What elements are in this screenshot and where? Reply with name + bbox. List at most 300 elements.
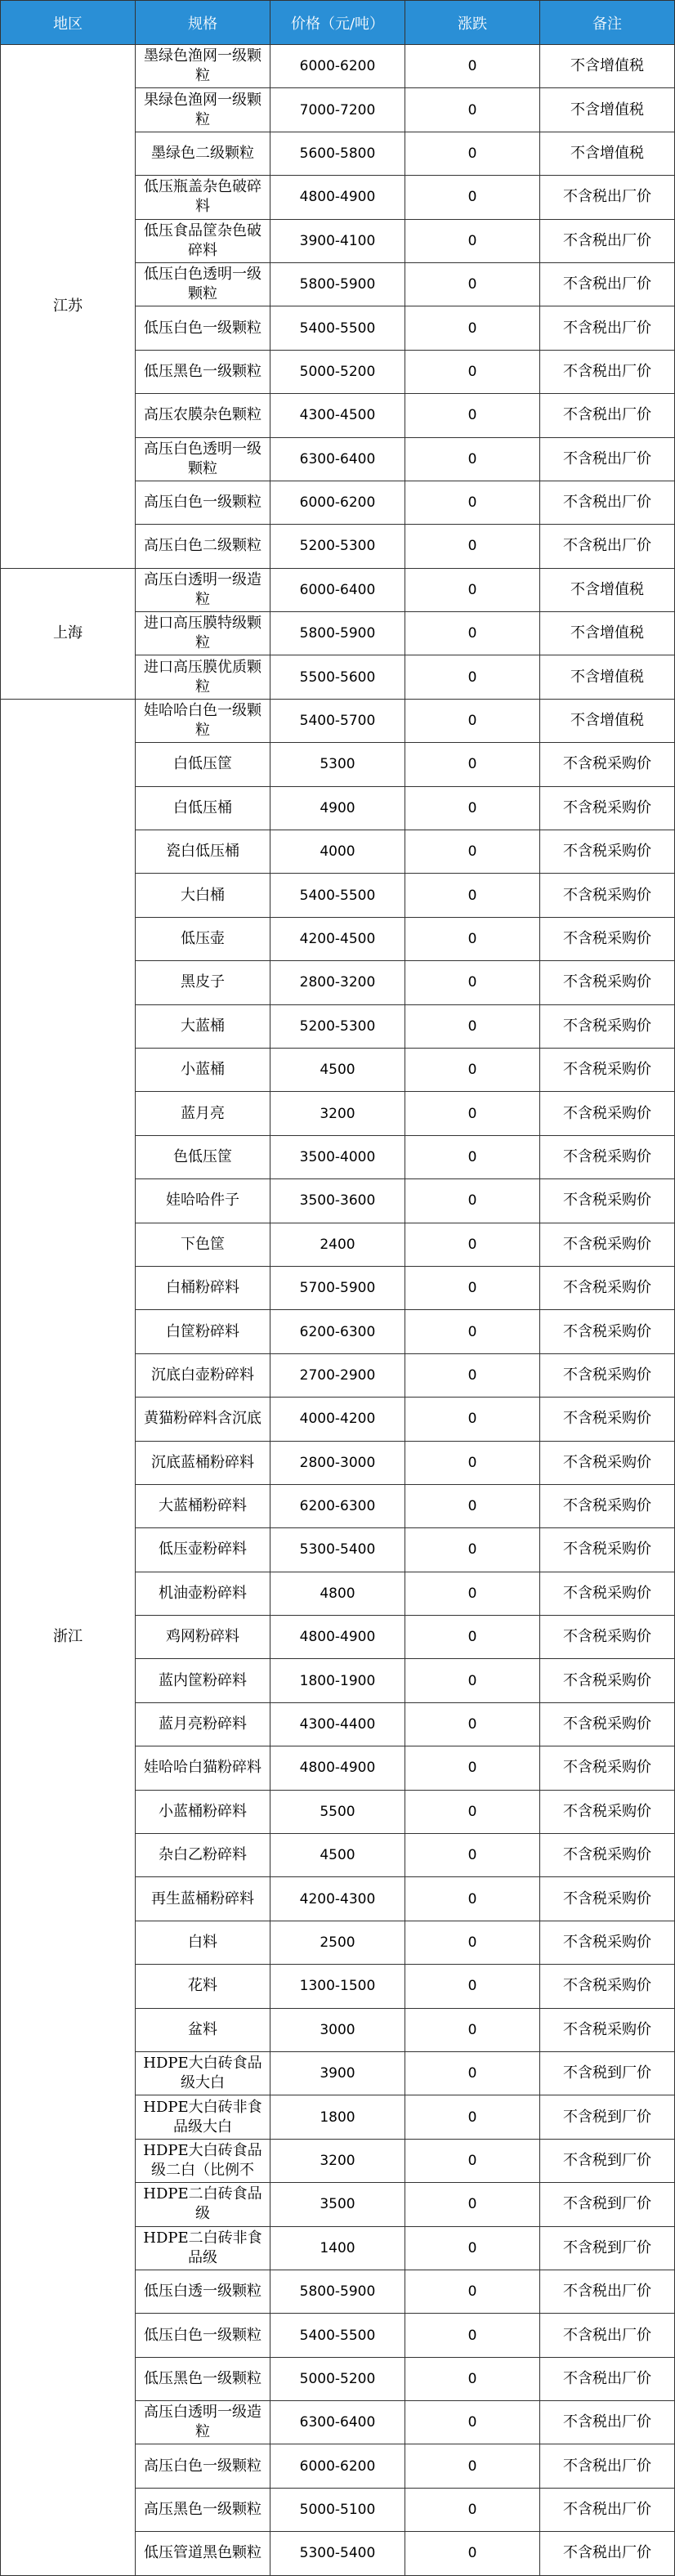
spec-cell bbox=[136, 2488, 270, 2531]
change-cell: 0 bbox=[405, 961, 540, 1004]
note-cell: 不含税出厂价 bbox=[540, 262, 675, 306]
change-cell: 0 bbox=[405, 1441, 540, 1484]
change-cell: 0 bbox=[405, 1004, 540, 1048]
note-cell: 不含税采购价 bbox=[540, 1310, 675, 1353]
change-cell: 0 bbox=[405, 655, 540, 699]
spec-cell bbox=[136, 568, 270, 611]
price-cell: 2800-3000 bbox=[270, 1441, 405, 1484]
note-cell: 不含税采购价 bbox=[540, 1965, 675, 2008]
spec-cell bbox=[136, 1746, 270, 1790]
spec-cell bbox=[136, 2532, 270, 2575]
price-cell: 4800-4900 bbox=[270, 1746, 405, 1790]
change-cell: 0 bbox=[405, 2314, 540, 2357]
spec-text: 色低压筐 bbox=[173, 1147, 232, 1165]
price-cell: 5600-5800 bbox=[270, 132, 405, 175]
spec-cell bbox=[136, 1616, 270, 1659]
spec-text: 黄猫粉碎料含沉底 bbox=[144, 1410, 262, 1428]
spec-text: 盆料 bbox=[188, 2020, 217, 2038]
spec-text: 机油壶粉碎料 bbox=[159, 1584, 247, 1602]
change-cell: 0 bbox=[405, 88, 540, 132]
change-cell: 0 bbox=[405, 2532, 540, 2575]
change-cell: 0 bbox=[405, 481, 540, 524]
spec-cell bbox=[136, 1135, 270, 1178]
note-cell: 不含税采购价 bbox=[540, 1441, 675, 1484]
price-cell: 4500 bbox=[270, 1834, 405, 1877]
spec-cell bbox=[136, 1921, 270, 1964]
note-cell: 不含增值税 bbox=[540, 568, 675, 611]
change-cell: 0 bbox=[405, 1790, 540, 1833]
spec-cell bbox=[136, 1266, 270, 1309]
change-cell: 0 bbox=[405, 2183, 540, 2226]
note-cell: 不含税采购价 bbox=[540, 1834, 675, 1877]
spec-cell bbox=[136, 1398, 270, 1441]
spec-cell bbox=[136, 961, 270, 1004]
price-cell: 5700-5900 bbox=[270, 1266, 405, 1309]
note-cell: 不含税到厂价 bbox=[540, 2226, 675, 2270]
price-cell: 2800-3200 bbox=[270, 961, 405, 1004]
spec-cell bbox=[136, 1223, 270, 1266]
note-cell: 不含税采购价 bbox=[540, 1790, 675, 1833]
change-cell: 0 bbox=[405, 568, 540, 611]
spec-text: 小蓝桶粉碎料 bbox=[159, 1802, 247, 1820]
note-cell: 不含税采购价 bbox=[540, 1135, 675, 1178]
spec-text: 白桶粉碎料 bbox=[166, 1279, 239, 1297]
note-cell: 不含税采购价 bbox=[540, 1921, 675, 1964]
spec-cell bbox=[136, 306, 270, 350]
price-cell: 3500-3600 bbox=[270, 1179, 405, 1223]
spec-text: 娃哈哈件子 bbox=[166, 1192, 239, 1210]
spec-cell bbox=[136, 1528, 270, 1572]
note-cell: 不含税出厂价 bbox=[540, 176, 675, 219]
spec-text: 白筐粉碎料 bbox=[166, 1322, 239, 1340]
change-cell: 0 bbox=[405, 743, 540, 786]
spec-cell bbox=[136, 262, 270, 306]
change-cell: 0 bbox=[405, 2270, 540, 2313]
change-cell: 0 bbox=[405, 2488, 540, 2531]
note-cell: 不含税采购价 bbox=[540, 1353, 675, 1397]
table-row bbox=[1, 45, 675, 88]
change-cell: 0 bbox=[405, 394, 540, 437]
note-cell: 不含税出厂价 bbox=[540, 2401, 675, 2444]
change-cell: 0 bbox=[405, 612, 540, 655]
spec-cell bbox=[136, 1484, 270, 1527]
note-cell: 不含税采购价 bbox=[540, 1528, 675, 1572]
change-cell: 0 bbox=[405, 176, 540, 219]
spec-cell bbox=[136, 219, 270, 262]
price-cell: 6000-6200 bbox=[270, 481, 405, 524]
price-cell: 4300-4500 bbox=[270, 394, 405, 437]
spec-cell bbox=[136, 1702, 270, 1746]
note-cell: 不含税到厂价 bbox=[540, 2095, 675, 2139]
spec-text: 白低压筐 bbox=[173, 755, 232, 773]
spec-cell bbox=[136, 2139, 270, 2182]
spec-cell bbox=[136, 437, 270, 481]
price-cell: 2700-2900 bbox=[270, 1353, 405, 1397]
price-cell: 3900-4100 bbox=[270, 219, 405, 262]
note-cell: 不含税采购价 bbox=[540, 1223, 675, 1266]
price-cell: 1400 bbox=[270, 2226, 405, 2270]
spec-text: 进口高压膜特级颗粒 bbox=[144, 615, 262, 652]
spec-text: 娃哈哈白色一级颗粒 bbox=[144, 702, 262, 740]
spec-cell bbox=[136, 176, 270, 219]
price-cell: 3500-4000 bbox=[270, 1135, 405, 1178]
spec-text: 沉底蓝桶粉碎料 bbox=[151, 1453, 254, 1471]
change-cell: 0 bbox=[405, 1398, 540, 1441]
note-cell: 不含税到厂价 bbox=[540, 2183, 675, 2226]
note-cell: 不含税出厂价 bbox=[540, 394, 675, 437]
header-spec: 规格 bbox=[136, 1, 270, 45]
spec-cell bbox=[136, 2444, 270, 2488]
price-cell: 5000-5100 bbox=[270, 2488, 405, 2531]
price-cell: 5300-5400 bbox=[270, 2532, 405, 2575]
header-region: 地区 bbox=[1, 1, 136, 45]
spec-text: HDPE大白砖食品级大白 bbox=[143, 2055, 262, 2092]
price-cell: 3000 bbox=[270, 2008, 405, 2051]
price-cell: 4900 bbox=[270, 786, 405, 830]
note-cell: 不含增值税 bbox=[540, 45, 675, 88]
spec-text: 低压白色一级颗粒 bbox=[144, 2326, 262, 2344]
spec-text: 大白桶 bbox=[181, 886, 225, 904]
note-cell: 不含税出厂价 bbox=[540, 2357, 675, 2400]
spec-text: 低压黑色一级颗粒 bbox=[144, 2369, 262, 2387]
region-cell: 上海 bbox=[1, 568, 136, 699]
spec-text: 高压白透明一级造粒 bbox=[144, 2404, 262, 2441]
price-cell: 4000 bbox=[270, 830, 405, 874]
spec-cell bbox=[136, 830, 270, 874]
spec-cell bbox=[136, 1353, 270, 1397]
change-cell: 0 bbox=[405, 1702, 540, 1746]
price-cell: 5400-5500 bbox=[270, 306, 405, 350]
note-cell: 不含税出厂价 bbox=[540, 2532, 675, 2575]
note-cell: 不含税到厂价 bbox=[540, 2139, 675, 2182]
spec-cell bbox=[136, 2357, 270, 2400]
note-cell: 不含税出厂价 bbox=[540, 306, 675, 350]
note-cell: 不含税到厂价 bbox=[540, 2051, 675, 2095]
change-cell: 0 bbox=[405, 2401, 540, 2444]
spec-text: 下色筐 bbox=[181, 1235, 225, 1253]
note-cell: 不含增值税 bbox=[540, 132, 675, 175]
change-cell: 0 bbox=[405, 2444, 540, 2488]
change-cell: 0 bbox=[405, 1659, 540, 1702]
spec-cell bbox=[136, 1834, 270, 1877]
spec-text: HDPE大白砖非食品级大白 bbox=[143, 2098, 262, 2135]
table-row bbox=[1, 699, 675, 742]
spec-cell bbox=[136, 743, 270, 786]
spec-text: 高压农膜杂色颗粒 bbox=[144, 406, 262, 424]
spec-cell bbox=[136, 1179, 270, 1223]
header-change: 涨跌 bbox=[405, 1, 540, 45]
spec-cell bbox=[136, 1790, 270, 1833]
spec-text: 高压黑色一级颗粒 bbox=[144, 2501, 262, 2519]
note-cell: 不含税出厂价 bbox=[540, 2314, 675, 2357]
change-cell: 0 bbox=[405, 219, 540, 262]
spec-cell bbox=[136, 699, 270, 742]
region-cell: 江苏 bbox=[1, 45, 136, 569]
spec-cell bbox=[136, 132, 270, 175]
change-cell: 0 bbox=[405, 1092, 540, 1135]
price-cell: 5400-5700 bbox=[270, 699, 405, 742]
spec-text: 墨绿色二级颗粒 bbox=[151, 144, 254, 162]
spec-text: 蓝内筐粉碎料 bbox=[159, 1671, 247, 1689]
change-cell: 0 bbox=[405, 1179, 540, 1223]
change-cell: 0 bbox=[405, 874, 540, 917]
note-cell: 不含增值税 bbox=[540, 88, 675, 132]
note-cell: 不含税采购价 bbox=[540, 743, 675, 786]
spec-text: 低压管道黑色颗粒 bbox=[144, 2544, 262, 2562]
spec-cell bbox=[136, 2270, 270, 2313]
header-price: 价格（元/吨） bbox=[270, 1, 405, 45]
spec-text: 杂白乙粉碎料 bbox=[159, 1846, 247, 1864]
change-cell: 0 bbox=[405, 1310, 540, 1353]
spec-cell bbox=[136, 1877, 270, 1921]
spec-cell bbox=[136, 1965, 270, 2008]
price-cell: 4500 bbox=[270, 1048, 405, 1091]
note-cell: 不含税采购价 bbox=[540, 1616, 675, 1659]
spec-text: HDPE二白砖非食品级 bbox=[143, 2229, 262, 2266]
price-cell: 2500 bbox=[270, 1921, 405, 1964]
price-cell: 4300-4400 bbox=[270, 1702, 405, 1746]
spec-text: 瓷白低压桶 bbox=[166, 843, 239, 861]
price-cell: 6300-6400 bbox=[270, 2401, 405, 2444]
spec-text: 高压白色透明一级颗粒 bbox=[144, 440, 262, 477]
spec-text: 蓝月亮粉碎料 bbox=[159, 1715, 247, 1733]
spec-cell bbox=[136, 612, 270, 655]
change-cell: 0 bbox=[405, 1223, 540, 1266]
spec-text: 花料 bbox=[188, 1977, 217, 1995]
table-row bbox=[1, 568, 675, 611]
price-cell: 5800-5900 bbox=[270, 612, 405, 655]
change-cell: 0 bbox=[405, 1353, 540, 1397]
price-cell: 5300-5400 bbox=[270, 1528, 405, 1572]
change-cell: 0 bbox=[405, 1484, 540, 1527]
note-cell: 不含税出厂价 bbox=[540, 2488, 675, 2531]
spec-text: 大蓝桶粉碎料 bbox=[159, 1497, 247, 1515]
change-cell: 0 bbox=[405, 350, 540, 393]
spec-cell bbox=[136, 525, 270, 568]
spec-text: 低压黑色一级颗粒 bbox=[144, 362, 262, 380]
change-cell: 0 bbox=[405, 1965, 540, 2008]
note-cell: 不含税出厂价 bbox=[540, 437, 675, 481]
price-cell: 4800-4900 bbox=[270, 176, 405, 219]
note-cell: 不含税采购价 bbox=[540, 2008, 675, 2051]
spec-cell bbox=[136, 874, 270, 917]
spec-text: 果绿色渔网一级颗粒 bbox=[144, 91, 262, 128]
change-cell: 0 bbox=[405, 1616, 540, 1659]
change-cell: 0 bbox=[405, 1877, 540, 1921]
change-cell: 0 bbox=[405, 1834, 540, 1877]
price-cell: 4200-4300 bbox=[270, 1877, 405, 1921]
price-cell: 6200-6300 bbox=[270, 1310, 405, 1353]
spec-text: 低压白色一级颗粒 bbox=[144, 319, 262, 337]
price-cell: 3500 bbox=[270, 2183, 405, 2226]
change-cell: 0 bbox=[405, 132, 540, 175]
price-cell: 5200-5300 bbox=[270, 525, 405, 568]
spec-cell bbox=[136, 1659, 270, 1702]
change-cell: 0 bbox=[405, 525, 540, 568]
spec-text: 高压白色一级颗粒 bbox=[144, 2457, 262, 2475]
spec-text: HDPE二白砖食品级 bbox=[143, 2185, 262, 2223]
change-cell: 0 bbox=[405, 2226, 540, 2270]
change-cell: 0 bbox=[405, 1135, 540, 1178]
price-cell: 7000-7200 bbox=[270, 88, 405, 132]
spec-cell bbox=[136, 350, 270, 393]
note-cell: 不含税采购价 bbox=[540, 786, 675, 830]
spec-cell bbox=[136, 2401, 270, 2444]
change-cell: 0 bbox=[405, 1528, 540, 1572]
spec-cell bbox=[136, 2008, 270, 2051]
price-cell: 4800 bbox=[270, 1572, 405, 1615]
note-cell: 不含税采购价 bbox=[540, 1179, 675, 1223]
header-note: 备注 bbox=[540, 1, 675, 45]
price-cell: 5800-5900 bbox=[270, 262, 405, 306]
spec-text: 大蓝桶 bbox=[181, 1017, 225, 1035]
note-cell: 不含税采购价 bbox=[540, 1048, 675, 1091]
spec-cell bbox=[136, 2095, 270, 2139]
spec-cell bbox=[136, 394, 270, 437]
spec-cell bbox=[136, 1004, 270, 1048]
change-cell: 0 bbox=[405, 2139, 540, 2182]
spec-text: 高压白透明一级造粒 bbox=[144, 570, 262, 608]
price-cell: 5400-5500 bbox=[270, 874, 405, 917]
price-cell: 5300 bbox=[270, 743, 405, 786]
note-cell: 不含税出厂价 bbox=[540, 2270, 675, 2313]
change-cell: 0 bbox=[405, 306, 540, 350]
note-cell: 不含税出厂价 bbox=[540, 481, 675, 524]
price-cell: 4800-4900 bbox=[270, 1616, 405, 1659]
price-cell: 4000-4200 bbox=[270, 1398, 405, 1441]
note-cell: 不含税采购价 bbox=[540, 1092, 675, 1135]
spec-text: 低压瓶盖杂色破碎料 bbox=[144, 178, 262, 216]
note-cell: 不含税采购价 bbox=[540, 1572, 675, 1615]
spec-text: 娃哈哈白猫粉碎料 bbox=[144, 1759, 262, 1777]
note-cell: 不含税采购价 bbox=[540, 1877, 675, 1921]
price-cell: 1800 bbox=[270, 2095, 405, 2139]
note-cell: 不含税采购价 bbox=[540, 874, 675, 917]
change-cell: 0 bbox=[405, 45, 540, 88]
spec-cell bbox=[136, 2314, 270, 2357]
spec-cell bbox=[136, 1310, 270, 1353]
price-cell: 5800-5900 bbox=[270, 2270, 405, 2313]
spec-text: 低压壶粉碎料 bbox=[159, 1541, 247, 1559]
change-cell: 0 bbox=[405, 1266, 540, 1309]
price-cell: 5000-5200 bbox=[270, 2357, 405, 2400]
spec-cell bbox=[136, 2051, 270, 2095]
change-cell: 0 bbox=[405, 830, 540, 874]
note-cell: 不含税采购价 bbox=[540, 1484, 675, 1527]
spec-cell bbox=[136, 1048, 270, 1091]
price-cell: 4200-4500 bbox=[270, 917, 405, 960]
spec-text: 白低压桶 bbox=[173, 798, 232, 816]
spec-cell bbox=[136, 1572, 270, 1615]
price-cell: 1800-1900 bbox=[270, 1659, 405, 1702]
price-cell: 6200-6300 bbox=[270, 1484, 405, 1527]
spec-text: 黑皮子 bbox=[181, 973, 225, 991]
change-cell: 0 bbox=[405, 437, 540, 481]
price-cell: 6000-6400 bbox=[270, 568, 405, 611]
note-cell: 不含税出厂价 bbox=[540, 350, 675, 393]
spec-text: 蓝月亮 bbox=[181, 1104, 225, 1122]
note-cell: 不含税采购价 bbox=[540, 961, 675, 1004]
change-cell: 0 bbox=[405, 2051, 540, 2095]
price-cell: 5500 bbox=[270, 1790, 405, 1833]
price-cell: 1300-1500 bbox=[270, 1965, 405, 2008]
price-cell: 2400 bbox=[270, 1223, 405, 1266]
spec-cell bbox=[136, 786, 270, 830]
note-cell: 不含税采购价 bbox=[540, 1004, 675, 1048]
spec-cell bbox=[136, 88, 270, 132]
note-cell: 不含税采购价 bbox=[540, 1702, 675, 1746]
price-cell: 5200-5300 bbox=[270, 1004, 405, 1048]
price-cell: 3900 bbox=[270, 2051, 405, 2095]
note-cell: 不含税出厂价 bbox=[540, 2444, 675, 2488]
table-body bbox=[1, 45, 675, 2576]
spec-cell bbox=[136, 917, 270, 960]
note-cell: 不含增值税 bbox=[540, 655, 675, 699]
change-cell: 0 bbox=[405, 2008, 540, 2051]
spec-text: 低压白色透明一级颗粒 bbox=[144, 266, 262, 303]
spec-text: 低压壶 bbox=[181, 930, 225, 947]
note-cell: 不含税采购价 bbox=[540, 830, 675, 874]
change-cell: 0 bbox=[405, 699, 540, 742]
spec-cell bbox=[136, 655, 270, 699]
price-cell: 6000-6200 bbox=[270, 45, 405, 88]
region-cell: 浙江 bbox=[1, 699, 136, 2575]
change-cell: 0 bbox=[405, 786, 540, 830]
spec-text: 低压食品筐杂色破碎料 bbox=[144, 221, 262, 259]
price-cell: 3200 bbox=[270, 1092, 405, 1135]
spec-cell bbox=[136, 45, 270, 88]
price-cell: 5000-5200 bbox=[270, 350, 405, 393]
note-cell: 不含税出厂价 bbox=[540, 525, 675, 568]
note-cell: 不含税采购价 bbox=[540, 1266, 675, 1309]
change-cell: 0 bbox=[405, 917, 540, 960]
spec-text: 鸡网粉碎料 bbox=[166, 1628, 239, 1646]
note-cell: 不含税采购价 bbox=[540, 1746, 675, 1790]
change-cell: 0 bbox=[405, 2095, 540, 2139]
note-cell: 不含税采购价 bbox=[540, 1398, 675, 1441]
spec-cell bbox=[136, 481, 270, 524]
note-cell: 不含增值税 bbox=[540, 699, 675, 742]
change-cell: 0 bbox=[405, 1746, 540, 1790]
spec-text: 沉底白壶粉碎料 bbox=[151, 1366, 254, 1384]
spec-cell bbox=[136, 1441, 270, 1484]
price-cell: 5500-5600 bbox=[270, 655, 405, 699]
price-cell: 6300-6400 bbox=[270, 437, 405, 481]
change-cell: 0 bbox=[405, 1048, 540, 1091]
note-cell: 不含税采购价 bbox=[540, 1659, 675, 1702]
price-cell: 3200 bbox=[270, 2139, 405, 2182]
spec-text: 高压白色一级颗粒 bbox=[144, 494, 262, 512]
change-cell: 0 bbox=[405, 1921, 540, 1964]
spec-text: 再生蓝桶粉碎料 bbox=[151, 1890, 254, 1907]
spec-text: HDPE大白砖食品级二白（比例不 bbox=[143, 2141, 262, 2179]
spec-text: 小蓝桶 bbox=[181, 1061, 225, 1079]
change-cell: 0 bbox=[405, 2357, 540, 2400]
change-cell: 0 bbox=[405, 262, 540, 306]
price-cell: 5400-5500 bbox=[270, 2314, 405, 2357]
price-cell: 6000-6200 bbox=[270, 2444, 405, 2488]
note-cell: 不含税出厂价 bbox=[540, 219, 675, 262]
spec-cell bbox=[136, 1092, 270, 1135]
spec-text: 墨绿色渔网一级颗粒 bbox=[144, 47, 262, 85]
spec-text: 白料 bbox=[188, 1933, 217, 1951]
spec-text: 低压白透一级颗粒 bbox=[144, 2283, 262, 2301]
note-cell: 不含增值税 bbox=[540, 612, 675, 655]
note-cell: 不含税采购价 bbox=[540, 917, 675, 960]
spec-text: 高压白色二级颗粒 bbox=[144, 537, 262, 555]
header-row bbox=[1, 1, 675, 45]
change-cell: 0 bbox=[405, 1572, 540, 1615]
